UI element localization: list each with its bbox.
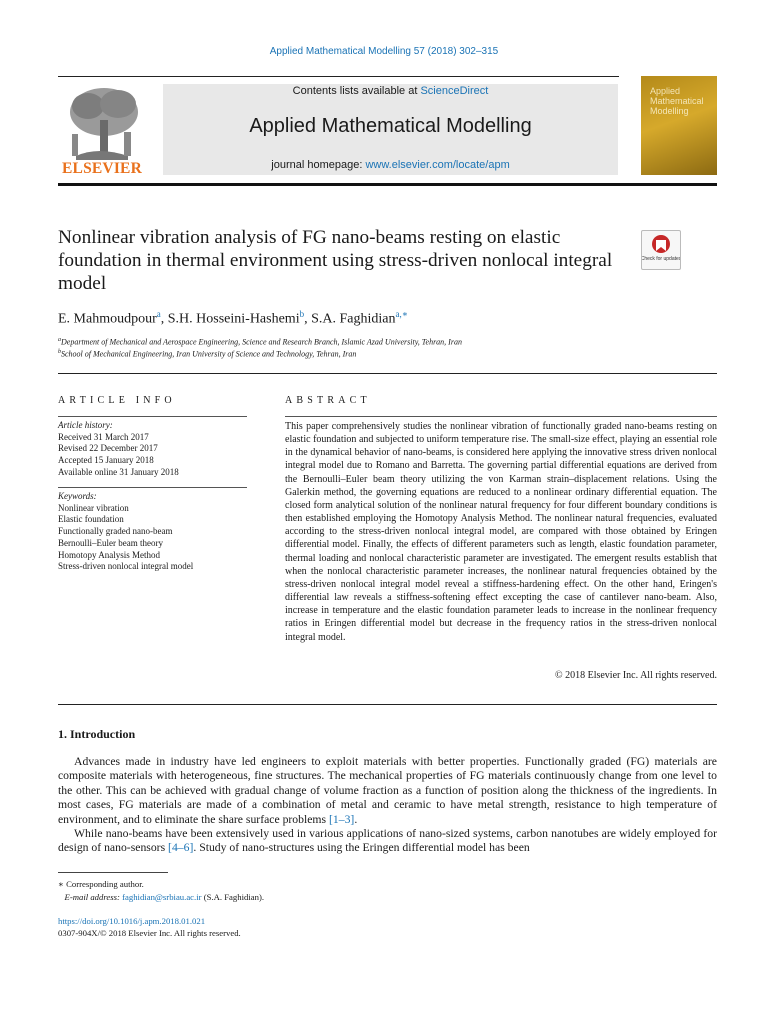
email-name: (S.A. Faghidian). (203, 892, 265, 902)
author-list (58, 309, 408, 328)
elsevier-wordmark: ELSEVIER (62, 160, 142, 177)
badge-label: Check for updates (642, 256, 680, 262)
abstract-text: This paper comprehensively studies the nonlinear vibration of functionally graded nano-beams resting on elastic foundation and subjected to uniform temperature rise. The small-size effect, playing an essential role in the dynamical behavior of nano-beams, is considered here applying the innovative stress driven nonlocal integral model due to Romano and Barretta. The governing partial differential equations are derived from the Bernoulli–Euler beam theory utilizing the von Karman strain–displacement relations. Using the Galerkin method, the governing equations are reduced to a nonlinear ordinary differential equation. The closed form analytical solution of the nonlinear natural frequency for four different boundary conditions is then established employing the Homotopy Analysis Method. The nonlinear natural frequencies, evaluated according to the stress-driven nonlocal integral model, are compared with those obtained by Eringen differential model. Finally, the effects of different parameters such as length, elastic foundation parameter, thermal loading and nonlocal characteristic parameter are investigated. The emergent results establish that when the nonlocal characteristic parameter increases, the nonlinear natural frequencies obtained by the stress-driven nonlocal integral model reveal a stiffness-hardening effect. On the other hand, Eringen's differential law reveals a stiffness-softening effect excepting the case of cantilever nano-beam. Also, increase in temperature and the elastic foundation parameter leads to increase in the nonlinear frequency ratios in Eringen differential model but decrease in the frequency ratios in the stress-driven nonlocal integral model. (285, 421, 717, 643)
article-info-rule (58, 416, 247, 417)
keyword-item: Homotopy Analysis Method (58, 549, 161, 560)
masthead-bottom-rule (58, 183, 717, 186)
footnote-mark: ∗ (58, 879, 64, 889)
check-for-updates-icon (642, 231, 680, 269)
front-matter-rule (58, 704, 717, 705)
journal-homepage-link[interactable]: www.elsevier.com/locate/apm (365, 159, 510, 171)
history-item: Received 31 March 2017 (58, 431, 149, 442)
paragraph-text: . Study of nano-structures using the Eringen differential model has been (193, 841, 530, 855)
issn-copyright: 0307-904X/© 2018 Elsevier Inc. All rights reserved. (58, 928, 241, 938)
keyword-item: Nonlinear vibration (58, 502, 129, 513)
history-label: Article history: (58, 420, 113, 430)
author-affiliation-mark[interactable]: a,∗ (395, 309, 408, 319)
author-name: S.H. Hosseini-Hashemi (167, 311, 300, 327)
keyword-item: Bernoulli–Euler beam theory (58, 537, 163, 548)
author-affiliation-mark[interactable]: b (299, 309, 305, 319)
history-item: Available online 31 January 2018 (58, 466, 179, 477)
affiliation-b (58, 349, 356, 359)
footnote-rule (58, 872, 168, 873)
keywords-label: Keywords: (58, 491, 97, 501)
contents-prefix: Contents lists available at (292, 85, 421, 97)
paragraph-text: While nano-beams have been extensively used in various applications of nano-sized systems, carbon nanotubes are widely employed for design of nano-sensors (58, 827, 717, 855)
journal-reference[interactable]: Applied Mathematical Modelling 57 (2018) 302–315 (269, 46, 499, 57)
section-rule (58, 373, 717, 374)
author-separator: , (160, 311, 168, 327)
header-rule (58, 76, 619, 77)
paragraph-text: Advances made in industry have led engineers to exploit materials with better properties. Functionally graded (FG) materials are composite materials with heterogeneous, fine structures. The mechanical properties of FG materials continuously change from one level to the other. This can be achieved with gradual change of volume fraction as a function of position along the thickness of the ingredients. In most cases, FG materials are made of a combination of metal and ceramic to have metal strength, resistance to high temperature of environment, and to eliminate the share surface problems (58, 755, 717, 826)
history-item: Revised 22 December 2017 (58, 443, 158, 454)
contents-line (163, 85, 618, 97)
sciencedirect-link[interactable]: ScienceDirect (420, 85, 489, 97)
keyword-item: Stress-driven nonlocal integral model (58, 561, 194, 572)
journal-title: Applied Mathematical Modelling (249, 115, 532, 137)
introduction-heading: 1. Introduction (58, 727, 136, 741)
footnote-text: Corresponding author. (66, 879, 144, 889)
keywords-list (58, 491, 247, 573)
author-affiliation-mark[interactable]: a (156, 309, 161, 319)
affiliation-mark: b (58, 349, 61, 355)
author-name: E. Mahmoudpour (58, 311, 157, 327)
corresponding-author-note (58, 879, 144, 890)
keyword-item: Functionally graded nano-beam (58, 526, 173, 537)
email-note (58, 892, 264, 902)
email-label: E-mail address: (64, 892, 120, 902)
affiliation-text: Department of Mechanical and Aerospace Engineering, Science and Research Branch, Islamic Azad University, Tehran, Iran (61, 337, 462, 347)
citation-link[interactable]: [1–3] (329, 812, 355, 826)
paragraph-text: . (354, 812, 358, 826)
cover-title: Applied Mathematical Modelling (650, 86, 704, 116)
keywords-rule (58, 487, 247, 488)
affiliation-mark: a (58, 337, 61, 343)
article-info-heading: ARTICLE INFO (58, 395, 176, 406)
history-item: Accepted 15 January 2018 (58, 455, 154, 466)
abstract-rule (285, 416, 717, 417)
homepage-prefix: journal homepage: (271, 159, 366, 171)
affiliation-text: School of Mechanical Engineering, Iran University of Science and Technology, Tehran, Iran (61, 349, 357, 359)
abstract-heading: ABSTRACT (285, 395, 371, 406)
affiliation-a (58, 337, 462, 347)
author-name: S.A. Faghidian (311, 311, 396, 327)
article-history (58, 420, 247, 479)
intro-paragraph-2 (58, 827, 717, 856)
doi-link[interactable]: https://doi.org/10.1016/j.apm.2018.01.021 (58, 916, 206, 926)
intro-paragraph-1 (58, 755, 717, 827)
check-for-updates-badge[interactable] (641, 230, 681, 270)
keyword-item: Elastic foundation (58, 514, 124, 525)
paper-title: Nonlinear vibration analysis of FG nano-beams resting on elastic foundation in thermal environment using stress-driven nonlocal integral model (58, 227, 613, 294)
email-link[interactable]: faghidian@srbiau.ac.ir (122, 892, 202, 902)
citation-link[interactable]: [4–6] (168, 841, 194, 855)
homepage-line (163, 159, 618, 171)
abstract-copyright: © 2018 Elsevier Inc. All rights reserved. (554, 670, 717, 681)
author-separator: , (304, 311, 312, 327)
